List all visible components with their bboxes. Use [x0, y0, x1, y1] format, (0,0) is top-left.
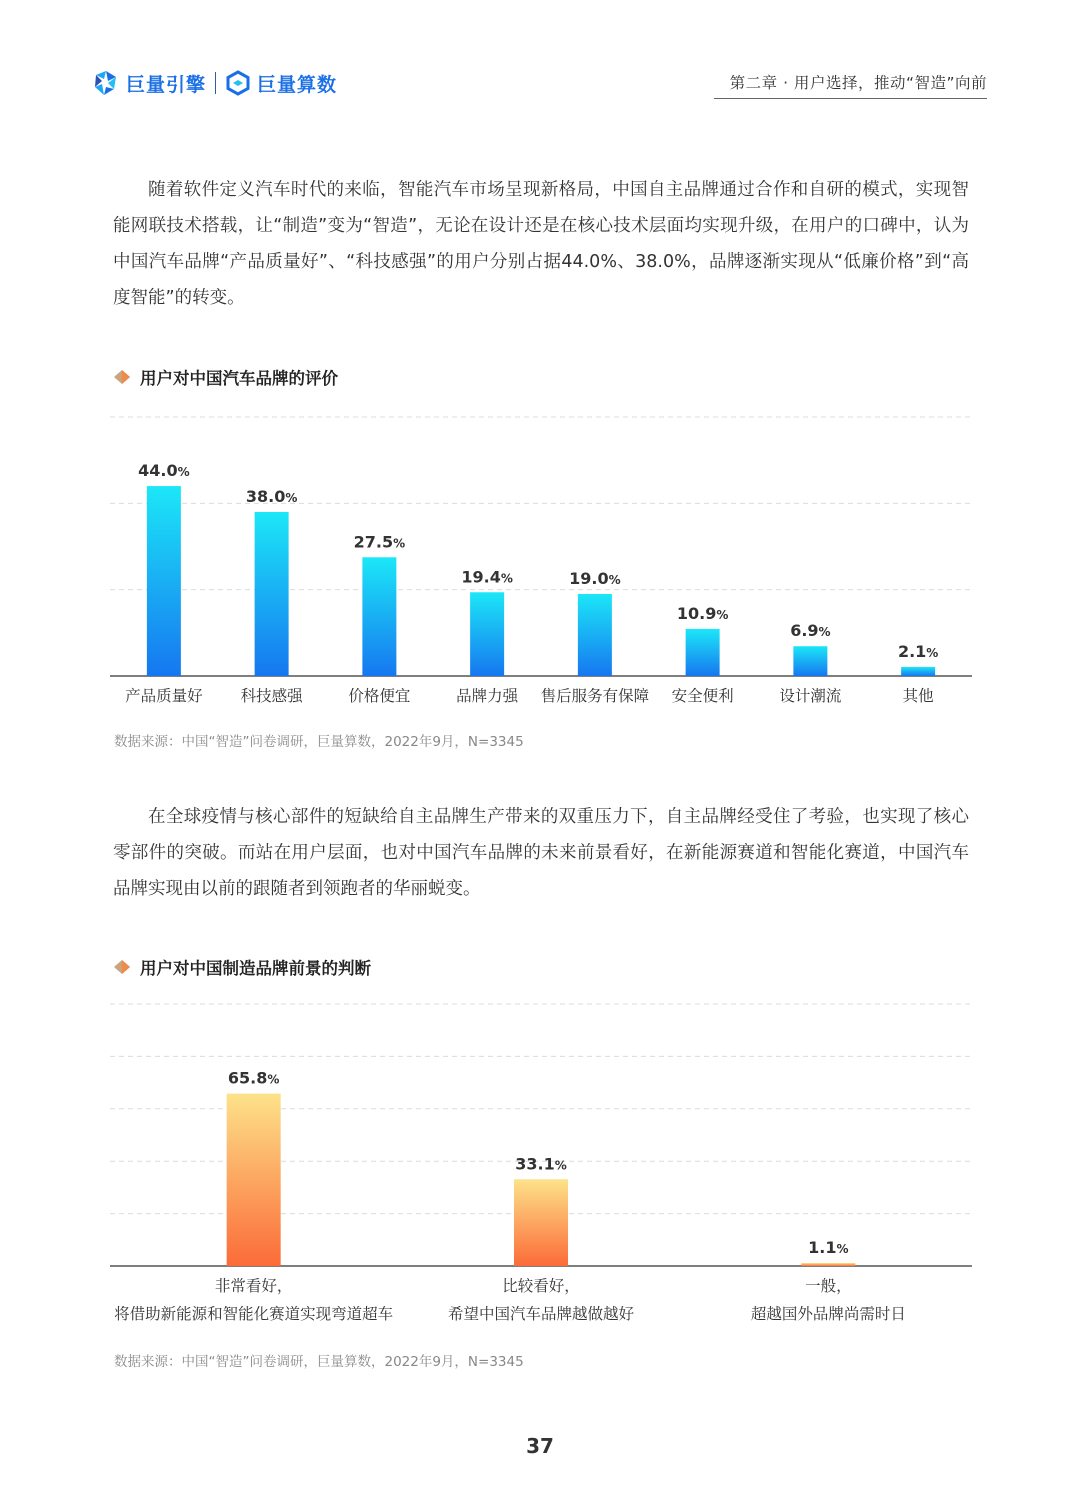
data-label: 19.0% [569, 568, 621, 588]
category-label: 售后服务有保障 [540, 687, 650, 705]
intro-paragraph: 随着软件定义汽车时代的来临，智能汽车市场呈现新格局，中国自主品牌通过合作和自研的模式，实现智能网联技术搭载，让“制造”变为“智造”，无论在设计还是在核心技术层面均实现升级，在用户的口碑中，认为中国汽车品牌“产品质量好”、“科技感强”的用户分别占据44.0%、38.0%，品牌逐渐实现从“低廉价格”到“高度智能”的转变。 [113, 180, 969, 308]
bar [227, 1094, 281, 1266]
bar [362, 557, 396, 676]
category-label: 希望中国汽车品牌越做越好 [447, 1305, 635, 1323]
chapter-title: 第二章 · 用户选择，推动“智造”向前 [729, 74, 987, 92]
data-source-2: 数据来源：中国“智造”问卷调研，巨量算数，2022年9月，N=3345 [114, 1354, 524, 1370]
bar [147, 486, 181, 676]
section-title-brand-evaluation [113, 365, 338, 389]
page-number: 37 [526, 1434, 554, 1458]
category-label: 品牌力强 [456, 687, 519, 705]
suanshu-logo-icon [225, 70, 251, 96]
section-title-text: 用户对中国制造品牌前景的判断 [140, 959, 371, 978]
category-label: 设计潮流 [779, 687, 842, 705]
data-label: 38.0% [245, 486, 298, 506]
bar [801, 1263, 855, 1266]
bar [793, 646, 827, 676]
bar [686, 629, 720, 676]
category-label: 比较看好， [502, 1277, 580, 1295]
section-title-text: 用户对中国汽车品牌的评价 [140, 369, 338, 388]
category-label: 将借助新能源和智能化赛道实现弯道超车 [114, 1305, 394, 1323]
section-bullet-icon [113, 959, 131, 975]
category-label: 超越国外品牌尚需时日 [750, 1305, 906, 1323]
data-label: 10.9% [676, 603, 729, 623]
bar [470, 592, 504, 676]
category-label: 非常看好， [214, 1277, 293, 1295]
brand-evaluation-bar-chart [110, 405, 972, 710]
data-label: 1.1% [808, 1238, 849, 1257]
data-source-1: 数据来源：中国“智造”问卷调研，巨量算数，2022年9月，N=3345 [114, 734, 524, 750]
bar [255, 512, 289, 676]
chapter-underline [714, 98, 987, 99]
data-label: 65.8% [227, 1068, 280, 1088]
data-label: 33.1% [515, 1154, 567, 1174]
ocean-engine-logo [92, 69, 206, 97]
suanshu-logo [225, 70, 337, 97]
suanshu-logo-text: 巨量算数 [257, 73, 338, 96]
section-title-brand-outlook [113, 955, 371, 979]
category-label: 其他 [902, 687, 934, 705]
data-label: 44.0% [138, 461, 190, 481]
bar [578, 594, 612, 676]
section-bullet-icon [113, 369, 131, 385]
category-label: 产品质量好 [125, 687, 203, 705]
data-label: 2.1% [897, 641, 939, 661]
page-header [0, 0, 1080, 110]
data-label: 19.4% [461, 567, 513, 587]
data-label: 6.9% [790, 621, 831, 641]
brand-outlook-bar-chart [110, 995, 972, 1335]
category-label: 安全便利 [671, 687, 734, 705]
ocean-engine-logo-text: 巨量引擎 [126, 73, 207, 96]
bar [901, 667, 935, 676]
ocean-engine-logo-icon [92, 69, 120, 97]
category-label: 价格便宜 [348, 687, 411, 705]
second-paragraph: 在全球疫情与核心部件的短缺给自主品牌生产带来的双重压力下，自主品牌经受住了考验，也实现了核心零部件的突破。而站在用户层面，也对中国汽车品牌的未来前景看好，在新能源赛道和智能化赛道，中国汽车品牌实现由以前的跟随者到领跑者的华丽蜕变。 [113, 807, 969, 899]
category-label: 科技感强 [240, 687, 303, 705]
data-label: 27.5% [353, 532, 406, 552]
category-label: 一般， [805, 1277, 852, 1295]
bar [514, 1179, 568, 1266]
logo-group [92, 68, 337, 98]
logo-divider [215, 72, 216, 94]
